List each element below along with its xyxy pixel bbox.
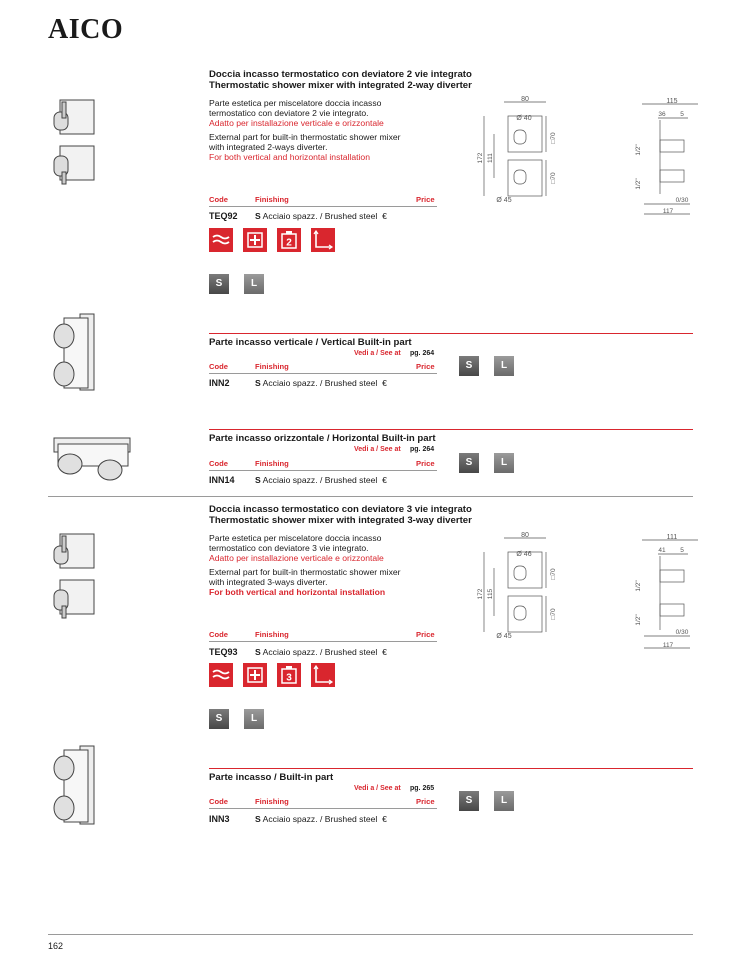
vertical-horizontal-icon [311,663,335,687]
teq93-dim-d2: Ø 45 [496,633,512,640]
teq93-side-b: 5 [680,547,684,554]
teq93-header-rule [209,641,437,642]
teq93-dim-w: 80 [521,532,529,539]
inn2-finish [255,378,387,388]
inn3-header-rule [209,808,437,809]
vertical-horizontal-icon [311,228,335,252]
finish-code: S [255,814,261,824]
teq93-side-w: 111 [666,534,678,541]
finish-text: Acciaio spazz. / Brushed steel [262,814,378,824]
teq93-install-it: Adatto per installazione verticale e orizzontale [209,553,384,563]
finish-badge-l: L [244,709,264,729]
teq92-desc-en-2: with integrated 2-ways diverter. [209,142,328,152]
teq92-product-image [50,98,100,190]
teq93-desc-en-1: External part for built-in thermostatic shower mixer [209,567,401,577]
two-way-diverter-icon [277,228,301,252]
inn3-code: INN3 [209,814,230,824]
finish-code: S [255,211,261,221]
teq93-side-t1: 1/2" [635,580,642,592]
inn2-finishing-header: Finishing [255,362,289,371]
thermostatic-icon [209,663,233,687]
inn2-header-rule [209,373,437,374]
finish-badge-s: S [459,791,479,811]
finish-code: S [255,647,261,657]
teq93-desc-en-2: with integrated 3-ways diverter. [209,577,328,587]
teq92-side-b: 5 [680,111,684,118]
teq92-feature-icons [209,228,337,252]
teq93-code: TEQ93 [209,647,238,657]
finish-code: S [255,475,261,485]
currency: € [382,475,387,485]
teq92-side-t1: 1/2" [635,144,642,156]
brand-logo: AICO [48,14,124,45]
inn3-see-label: Vedi a / See at [354,785,401,792]
finish-badge-s: S [459,356,479,376]
finish-badge-l: L [494,791,514,811]
inn14-code: INN14 [209,475,235,485]
teq92-desc-it-2: termostatico con deviatore 2 vie integrato. [209,108,369,118]
teq93-dim-sq2: □70 [550,608,557,620]
teq93-side-a: 41 [658,547,666,554]
teq92-code: TEQ92 [209,211,238,221]
inn14-code-header: Code [209,459,228,468]
page-number: 162 [48,941,64,951]
inn3-finishing-header: Finishing [255,797,289,806]
finish-badge-s: S [209,709,229,729]
teq92-code-header: Code [209,195,228,204]
finish-badge-l: L [494,356,514,376]
currency: € [382,647,387,657]
inn3-product-image [50,744,100,828]
teq92-title-en: Thermostatic shower mixer with integrated 2-way diverter [209,80,472,91]
three-way-diverter-icon [277,663,301,687]
inn14-finishing-header: Finishing [255,459,289,468]
teq92-header-rule [209,206,437,207]
inn2-code-header: Code [209,362,228,371]
teq93-dim-sq1: □70 [550,568,557,580]
safety-stop-icon [243,228,267,252]
teq92-side-drawing [632,94,708,220]
finish-badge-l: L [494,453,514,473]
teq92-side-r: 0/30 [675,197,689,204]
teq92-desc-en-1: External part for built-in thermostatic shower mixer [209,132,401,142]
teq92-install-it: Adatto per installazione verticale e orizzontale [209,118,384,128]
teq93-product-image [50,532,100,624]
teq92-side-w: 115 [666,98,678,105]
teq93-side-bot: 117 [662,642,674,649]
teq92-finishing-header: Finishing [255,195,289,204]
teq93-install-en: For both vertical and horizontal installation [209,587,386,597]
teq92-dim-h2: 111 [487,153,494,163]
finish-text: Acciaio spazz. / Brushed steel [262,211,378,221]
teq92-dim-d2: Ø 45 [496,197,512,204]
teq93-title-it: Doccia incasso termostatico con deviatore 3 vie integrato [209,504,472,515]
teq93-desc-it-2: termostatico con deviatore 3 vie integrato. [209,543,369,553]
inn3-title: Parte incasso / Built-in part [209,772,334,783]
teq92-finish [255,211,387,221]
teq92-dim-d1: Ø 40 [516,115,532,122]
inn3-finish [255,814,387,824]
teq93-feature-icons [209,663,337,687]
finish-badge-l: L [244,274,264,294]
teq92-install-en: For both vertical and horizontal installation [209,152,370,162]
teq92-side-t2: 1/2" [635,178,642,190]
teq93-desc-it-1: Parte estetica per miscelatore doccia incasso [209,533,382,543]
teq93-dim-h2: 115 [487,588,494,600]
inn2-title: Parte incasso verticale / Vertical Built-in part [209,337,412,348]
inn2-code: INN2 [209,378,230,388]
teq92-dim-h1: 172 [477,152,484,164]
inn14-title: Parte incasso orizzontale / Horizontal Built-in part [209,433,436,444]
footer-rule [48,934,693,935]
inn3-code-header: Code [209,797,228,806]
teq92-dim-sq1: □70 [550,132,557,144]
finish-text: Acciaio spazz. / Brushed steel [262,475,378,485]
inn14-see-label: Vedi a / See at [354,446,401,453]
inn2-see-page: pg. 264 [410,350,435,357]
teq93-dim-h1: 172 [477,588,484,600]
teq92-side-a: 36 [658,111,666,118]
inn14-see-page: pg. 264 [410,446,435,453]
inn14-product-image [48,434,132,486]
inn3-top-rule [209,768,693,769]
teq92-diverter-ways: 2 [286,237,292,249]
teq92-desc-it-1: Parte estetica per miscelatore doccia incasso [209,98,382,108]
teq92-front-drawing [476,94,572,216]
inn2-price-header: Price [416,362,435,371]
teq93-title-en: Thermostatic shower mixer with integrated 3-way diverter [209,515,472,526]
section-divider [48,496,693,497]
teq92-dim-w: 80 [521,96,529,103]
inn3-price-header: Price [416,797,435,806]
inn2-see-label: Vedi a / See at [354,350,401,357]
finish-badge-s: S [209,274,229,294]
teq93-side-drawing [632,530,708,656]
inn14-top-rule [209,429,693,430]
teq93-dim-d1: Ø 46 [516,551,532,558]
currency: € [382,211,387,221]
teq93-price-header: Price [416,630,435,639]
inn14-price-header: Price [416,459,435,468]
teq93-finishing-header: Finishing [255,630,289,639]
teq92-title-it: Doccia incasso termostatico con deviatore 2 vie integrato [209,69,472,80]
inn14-header-rule [209,470,437,471]
teq93-front-drawing [476,530,572,652]
teq93-finish [255,647,387,657]
teq93-code-header: Code [209,630,228,639]
finish-code: S [255,378,261,388]
teq92-side-bot: 117 [662,208,674,215]
inn3-see-page: pg. 265 [410,785,435,792]
currency: € [382,814,387,824]
teq92-dim-sq2: □70 [550,172,557,184]
teq93-diverter-ways: 3 [286,672,292,684]
inn2-product-image [50,310,100,394]
finish-text: Acciaio spazz. / Brushed steel [262,647,378,657]
teq93-side-r: 0/30 [675,629,689,636]
safety-stop-icon [243,663,267,687]
currency: € [382,378,387,388]
finish-badge-s: S [459,453,479,473]
teq93-side-t2: 1/2" [635,614,642,626]
inn14-finish [255,475,387,485]
inn2-top-rule [209,333,693,334]
finish-text: Acciaio spazz. / Brushed steel [262,378,378,388]
teq92-price-header: Price [416,195,435,204]
thermostatic-icon [209,228,233,252]
